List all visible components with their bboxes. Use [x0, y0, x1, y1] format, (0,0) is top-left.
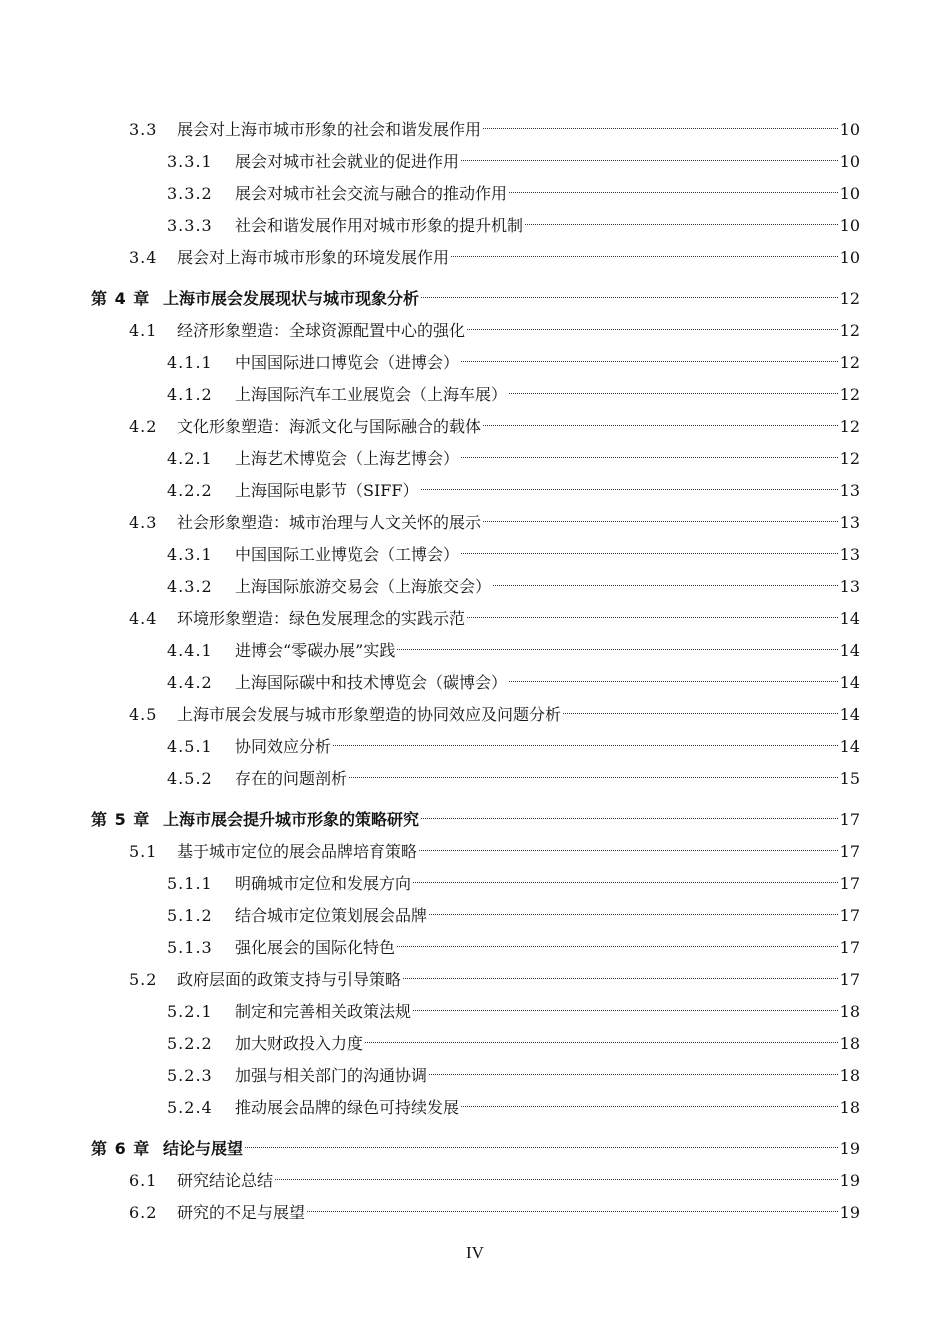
toc-entry[interactable]	[0, 932, 950, 964]
toc-entry-number: 第 5 章	[91, 810, 151, 829]
dot-leader	[461, 553, 838, 554]
dot-leader	[421, 297, 838, 298]
toc-entry[interactable]	[0, 571, 950, 603]
dot-leader	[493, 585, 838, 586]
toc-entry[interactable]	[0, 475, 950, 507]
toc-entry-page: 19	[839, 1203, 860, 1222]
toc-entry-number: 5.1.3	[167, 938, 213, 957]
toc-entry-page: 17	[839, 810, 860, 829]
dot-leader	[429, 1074, 838, 1075]
toc-entry-number: 4.3.2	[167, 577, 213, 596]
toc-entry[interactable]	[0, 347, 950, 379]
toc-entry-number: 4.5.1	[167, 737, 213, 756]
toc-entry-page: 10	[839, 184, 860, 203]
toc-entry[interactable]	[0, 178, 950, 210]
toc-entry-page: 18	[839, 1034, 860, 1053]
table-of-contents	[0, 114, 950, 1229]
toc-entry[interactable]	[0, 411, 950, 443]
toc-entry-title: 上海国际碳中和技术博览会（碳博会）	[235, 673, 508, 692]
dot-leader	[333, 745, 838, 746]
toc-entry-title: 结论与展望	[163, 1139, 244, 1158]
toc-entry-title: 加强与相关部门的沟通协调	[235, 1066, 428, 1085]
toc-entry-number: 4.5.2	[167, 769, 213, 788]
toc-entry[interactable]	[0, 539, 950, 571]
toc-entry-title: 中国国际进口博览会（进博会）	[235, 353, 460, 372]
dot-leader	[461, 1106, 838, 1107]
toc-entry-number: 4.2.2	[167, 481, 213, 500]
toc-entry-number: 5.1.2	[167, 906, 213, 925]
toc-entry-title: 社会形象塑造：城市治理与人文关怀的展示	[177, 513, 482, 532]
toc-entry-title: 强化展会的国际化特色	[235, 938, 396, 957]
toc-entry-title: 加大财政投入力度	[235, 1034, 364, 1053]
toc-entry-page: 17	[839, 906, 860, 925]
toc-entry-title: 制定和完善相关政策法规	[235, 1002, 412, 1021]
page-number-footer: IV	[466, 1243, 484, 1262]
toc-entry-page: 14	[839, 673, 860, 692]
toc-entry-number: 6.2	[129, 1203, 158, 1222]
toc-entry-number: 4.1.2	[167, 385, 213, 404]
toc-entry-title: 上海国际汽车工业展览会（上海车展）	[235, 385, 508, 404]
dot-leader	[397, 946, 838, 947]
toc-entry-page: 19	[839, 1171, 860, 1190]
toc-entry-number: 4.2.1	[167, 449, 213, 468]
dot-leader	[403, 978, 838, 979]
toc-entry[interactable]	[0, 379, 950, 411]
toc-entry-title: 政府层面的政策支持与引导策略	[177, 970, 402, 989]
toc-entry-title: 展会对上海市城市形象的环境发展作用	[177, 248, 450, 267]
toc-entry-page: 15	[839, 769, 860, 788]
toc-entry-title: 经济形象塑造：全球资源配置中心的强化	[177, 321, 466, 340]
toc-entry[interactable]	[0, 635, 950, 667]
dot-leader	[349, 777, 838, 778]
toc-entry-number: 6.1	[129, 1171, 158, 1190]
toc-chapter-entry[interactable]	[0, 283, 950, 315]
toc-entry-title: 研究的不足与展望	[177, 1203, 306, 1222]
toc-entry-page: 12	[839, 353, 860, 372]
toc-entry-page: 18	[839, 1066, 860, 1085]
toc-entry-title: 环境形象塑造：绿色发展理念的实践示范	[177, 609, 466, 628]
toc-entry[interactable]	[0, 667, 950, 699]
dot-leader	[483, 425, 838, 426]
dot-leader	[461, 160, 838, 161]
toc-entry[interactable]	[0, 315, 950, 347]
toc-entry[interactable]	[0, 443, 950, 475]
toc-entry-page: 13	[839, 481, 860, 500]
toc-entry-number: 5.2.1	[167, 1002, 213, 1021]
toc-entry-page: 12	[839, 289, 860, 308]
toc-entry-number: 4.1.1	[167, 353, 213, 372]
toc-entry-page: 14	[839, 641, 860, 660]
toc-entry[interactable]	[0, 114, 950, 146]
toc-chapter-entry[interactable]	[0, 804, 950, 836]
toc-entry-title: 上海艺术博览会（上海艺博会）	[235, 449, 460, 468]
toc-entry[interactable]	[0, 146, 950, 178]
dot-leader	[275, 1179, 838, 1180]
toc-entry-page: 19	[839, 1139, 860, 1158]
toc-entry-title: 推动展会品牌的绿色可持续发展	[235, 1098, 460, 1117]
toc-entry-number: 4.2	[129, 417, 158, 436]
toc-entry[interactable]	[0, 1197, 950, 1229]
toc-entry-page: 12	[839, 417, 860, 436]
dot-leader	[413, 882, 838, 883]
toc-entry[interactable]	[0, 836, 950, 868]
dot-leader	[421, 818, 838, 819]
toc-entry-page: 14	[839, 705, 860, 724]
dot-leader	[483, 128, 838, 129]
toc-entry-title: 协同效应分析	[235, 737, 332, 756]
toc-entry-title: 上海国际电影节（SIFF）	[235, 481, 419, 500]
dot-leader	[365, 1042, 838, 1043]
dot-leader	[421, 489, 838, 490]
toc-entry-page: 10	[839, 216, 860, 235]
dot-leader	[461, 361, 838, 362]
toc-entry-number: 3.3	[129, 120, 158, 139]
toc-entry[interactable]	[0, 763, 950, 795]
toc-entry-title: 存在的问题剖析	[235, 769, 348, 788]
toc-entry-title: 展会对城市社会就业的促进作用	[235, 152, 460, 171]
toc-entry-title: 展会对上海市城市形象的社会和谐发展作用	[177, 120, 482, 139]
toc-entry-page: 18	[839, 1002, 860, 1021]
toc-entry[interactable]	[0, 1060, 950, 1092]
toc-entry-number: 4.4.1	[167, 641, 213, 660]
toc-entry-page: 17	[839, 874, 860, 893]
toc-entry[interactable]	[0, 868, 950, 900]
toc-entry-title: 进博会“零碳办展”实践	[235, 641, 396, 660]
toc-entry-number: 3.4	[129, 248, 158, 267]
dot-leader	[509, 192, 838, 193]
toc-entry-title: 上海市展会提升城市形象的策略研究	[163, 810, 420, 829]
toc-entry-title: 社会和谐发展作用对城市形象的提升机制	[235, 216, 524, 235]
toc-entry-page: 17	[839, 842, 860, 861]
toc-entry-title: 上海国际旅游交易会（上海旅交会）	[235, 577, 492, 596]
toc-entry-page: 13	[839, 513, 860, 532]
toc-entry-number: 第 6 章	[91, 1139, 151, 1158]
toc-chapter-entry[interactable]	[0, 1133, 950, 1165]
dot-leader	[461, 457, 838, 458]
toc-entry-number: 5.2	[129, 970, 158, 989]
toc-entry-number: 4.4	[129, 609, 158, 628]
toc-entry[interactable]	[0, 964, 950, 996]
toc-entry-title: 文化形象塑造：海派文化与国际融合的载体	[177, 417, 482, 436]
toc-entry-number: 5.2.3	[167, 1066, 213, 1085]
dot-leader	[413, 1010, 838, 1011]
toc-entry[interactable]	[0, 603, 950, 635]
toc-entry-number: 5.1.1	[167, 874, 213, 893]
toc-entry-title: 基于城市定位的展会品牌培育策略	[177, 842, 418, 861]
toc-entry[interactable]	[0, 1092, 950, 1124]
toc-entry-number: 3.3.2	[167, 184, 213, 203]
toc-entry[interactable]	[0, 1028, 950, 1060]
dot-leader	[307, 1211, 838, 1212]
dot-leader	[451, 256, 838, 257]
dot-leader	[429, 914, 838, 915]
toc-entry-page: 13	[839, 577, 860, 596]
toc-entry-page: 14	[839, 737, 860, 756]
toc-entry-number: 4.3.1	[167, 545, 213, 564]
toc-entry[interactable]	[0, 210, 950, 242]
toc-entry-number: 5.1	[129, 842, 158, 861]
toc-entry-number: 3.3.3	[167, 216, 213, 235]
toc-entry-title: 中国国际工业博览会（工博会）	[235, 545, 460, 564]
toc-entry-page: 10	[839, 248, 860, 267]
toc-entry-number: 3.3.1	[167, 152, 213, 171]
dot-leader	[419, 850, 838, 851]
toc-entry-number: 第 4 章	[91, 289, 151, 308]
dot-leader	[467, 329, 838, 330]
dot-leader	[467, 617, 838, 618]
toc-entry-page: 12	[839, 321, 860, 340]
toc-entry[interactable]	[0, 1165, 950, 1197]
dot-leader	[525, 224, 838, 225]
dot-leader	[397, 649, 837, 650]
toc-entry[interactable]	[0, 900, 950, 932]
toc-entry-page: 17	[839, 970, 860, 989]
toc-entry-title: 研究结论总结	[177, 1171, 274, 1190]
dot-leader	[563, 713, 838, 714]
toc-entry-page: 12	[839, 449, 860, 468]
toc-entry-page: 17	[839, 938, 860, 957]
dot-leader	[245, 1147, 838, 1148]
toc-entry-number: 5.2.2	[167, 1034, 213, 1053]
toc-entry-page: 10	[839, 120, 860, 139]
toc-entry[interactable]	[0, 731, 950, 763]
toc-entry-page: 18	[839, 1098, 860, 1117]
toc-entry-title: 结合城市定位策划展会品牌	[235, 906, 428, 925]
toc-entry-page: 13	[839, 545, 860, 564]
dot-leader	[509, 393, 838, 394]
toc-entry-title: 上海市展会发展现状与城市现象分析	[163, 289, 420, 308]
toc-entry[interactable]	[0, 996, 950, 1028]
toc-entry-number: 5.2.4	[167, 1098, 213, 1117]
dot-leader	[509, 681, 838, 682]
dot-leader	[483, 521, 838, 522]
toc-entry-title: 上海市展会发展与城市形象塑造的协同效应及问题分析	[177, 705, 562, 724]
toc-entry[interactable]	[0, 507, 950, 539]
toc-entry[interactable]	[0, 242, 950, 274]
toc-entry-number: 4.1	[129, 321, 158, 340]
toc-entry-number: 4.5	[129, 705, 158, 724]
toc-entry-title: 展会对城市社会交流与融合的推动作用	[235, 184, 508, 203]
toc-entry-number: 4.4.2	[167, 673, 213, 692]
toc-entry-page: 14	[839, 609, 860, 628]
toc-entry[interactable]	[0, 699, 950, 731]
toc-entry-title: 明确城市定位和发展方向	[235, 874, 412, 893]
toc-entry-number: 4.3	[129, 513, 158, 532]
toc-entry-page: 10	[839, 152, 860, 171]
toc-entry-page: 12	[839, 385, 860, 404]
